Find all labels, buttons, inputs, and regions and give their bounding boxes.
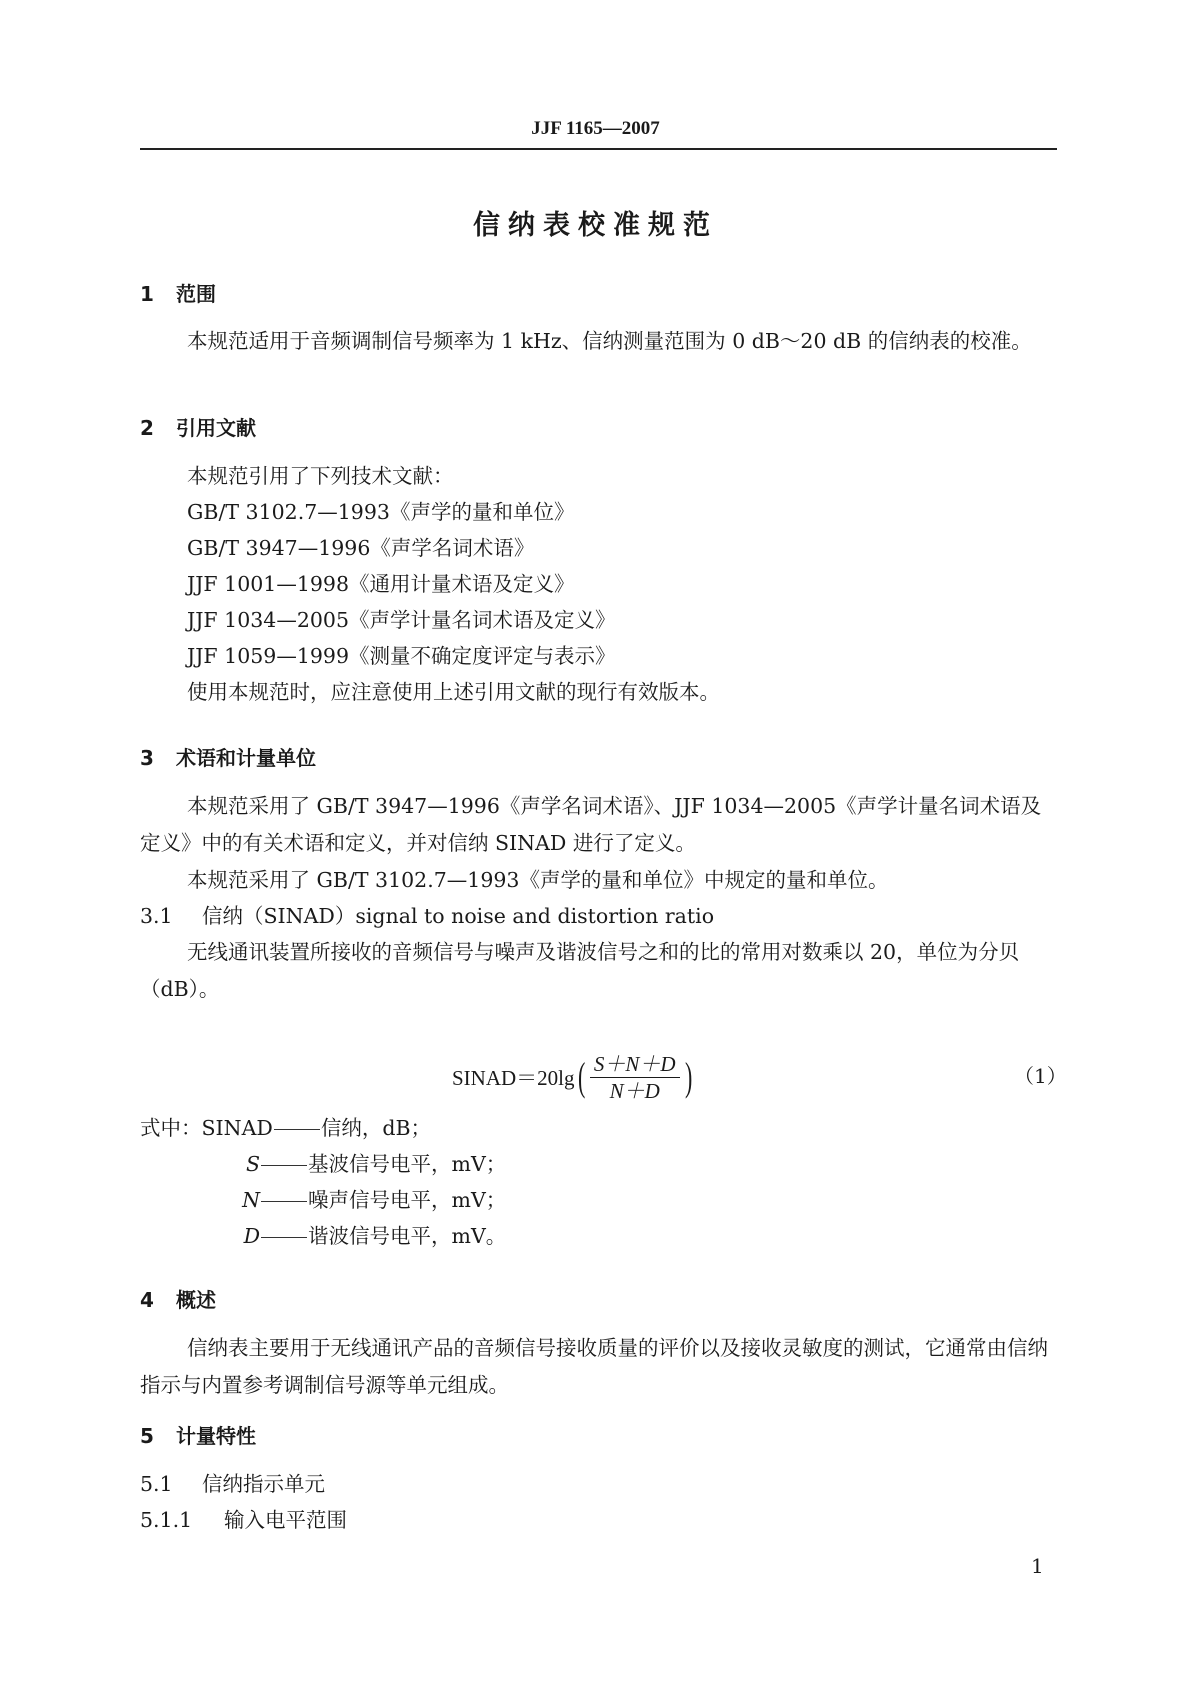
legend-symbol: SINAD	[201, 1116, 273, 1140]
legend-row	[140, 1218, 506, 1254]
section-number: 5	[140, 1424, 154, 1448]
legend-symbol: N	[242, 1188, 260, 1212]
legend-description: 信纳，dB；	[320, 1116, 432, 1140]
where-label: 式中：	[140, 1116, 202, 1140]
formula-numerator: S＋N＋D	[590, 1051, 680, 1078]
section-4-heading	[140, 1284, 216, 1313]
subsection-title: 信纳（SINAD）signal to noise and distortion ratio	[202, 904, 715, 928]
legend-symbol: S	[245, 1152, 260, 1176]
section-5-heading	[140, 1420, 256, 1449]
subsection-5-1-1-heading	[140, 1502, 347, 1538]
section-title: 概述	[176, 1288, 216, 1312]
equation-number: （1）	[1014, 1064, 1067, 1088]
formula-lhs: SINAD＝20lg	[452, 1066, 575, 1090]
subsection-title: 信纳指示单元	[202, 1472, 325, 1496]
section-2-heading	[140, 412, 256, 441]
definition-paragraph: 无线通讯装置所接收的音频信号与噪声及谐波信号之和的比的常用对数乘以 20，单位为分贝（dB）。	[140, 940, 1020, 1001]
header-rule	[140, 148, 1057, 150]
section-3-heading	[140, 742, 316, 771]
sinad-formula	[452, 1052, 695, 1102]
formula-denominator: N＋D	[609, 1078, 660, 1103]
section-1-paragraph: 本规范适用于音频调制信号频率为 1 kHz、信纳测量范围为 0 dB～20 dB 的信纳表的校准。	[187, 329, 1032, 353]
section-title: 范围	[176, 282, 216, 306]
legend-dash	[261, 1201, 307, 1202]
section-title: 引用文献	[176, 416, 256, 440]
page-title: 信纳表校准规范	[473, 210, 718, 241]
section-3-paragraph: 本规范采用了 GB/T 3947—1996《声学名词术语》、JJF 1034—2005《声学计量名词术语及定义》中的有关术语和定义，并对信纳 SINAD 进行了定义。	[140, 794, 1042, 855]
reference-item: GB/T 3947—1996《声学名词术语》	[187, 536, 535, 560]
legend-row	[140, 1182, 506, 1218]
section-3-paragraph: 本规范采用了 GB/T 3102.7—1993《声学的量和单位》中规定的量和单位。	[187, 868, 889, 892]
section-number: 4	[140, 1288, 154, 1312]
legend-dash	[261, 1237, 307, 1238]
page-number: 1	[1031, 1554, 1044, 1578]
references-note: 使用本规范时，应注意使用上述引用文献的现行有效版本。	[187, 680, 720, 704]
section-number: 2	[140, 416, 154, 440]
subsection-title: 输入电平范围	[224, 1508, 347, 1532]
reference-item: JJF 1059—1999《测量不确定度评定与表示》	[187, 644, 616, 668]
legend-dash	[274, 1129, 320, 1130]
legend-row	[140, 1110, 431, 1146]
section-number: 1	[140, 282, 154, 306]
legend-description: 谐波信号电平，mV。	[308, 1224, 507, 1248]
section-title: 术语和计量单位	[176, 746, 316, 770]
subsection-5-1-heading	[140, 1466, 325, 1502]
legend-description: 噪声信号电平，mV；	[308, 1188, 507, 1212]
subsection-number: 5.1	[140, 1472, 173, 1496]
reference-item: JJF 1001—1998《通用计量术语及定义》	[187, 572, 575, 596]
section-number: 3	[140, 746, 154, 770]
formula-open-paren: (	[577, 1054, 585, 1099]
legend-row	[140, 1146, 506, 1182]
standard-code: JJF 1165—2007	[531, 118, 660, 139]
section-4-paragraph: 信纳表主要用于无线通讯产品的音频信号接收质量的评价以及接收灵敏度的测试，它通常由信纳指示与内置参考调制信号源等单元组成。	[140, 1336, 1048, 1397]
subsection-3-1-heading	[140, 898, 714, 934]
legend-dash	[261, 1165, 307, 1166]
section-1-heading	[140, 278, 216, 307]
reference-item: GB/T 3102.7—1993《声学的量和单位》	[187, 500, 575, 524]
formula-close-paren: )	[684, 1054, 692, 1099]
references-intro: 本规范引用了下列技术文献：	[187, 464, 454, 488]
section-title: 计量特性	[176, 1424, 256, 1448]
subsection-number: 3.1	[140, 904, 173, 928]
legend-symbol: D	[243, 1224, 260, 1248]
formula-fraction	[590, 1051, 680, 1104]
legend-description: 基波信号电平，mV；	[308, 1152, 507, 1176]
subsection-number: 5.1.1	[140, 1508, 193, 1532]
reference-item: JJF 1034—2005《声学计量名词术语及定义》	[187, 608, 616, 632]
